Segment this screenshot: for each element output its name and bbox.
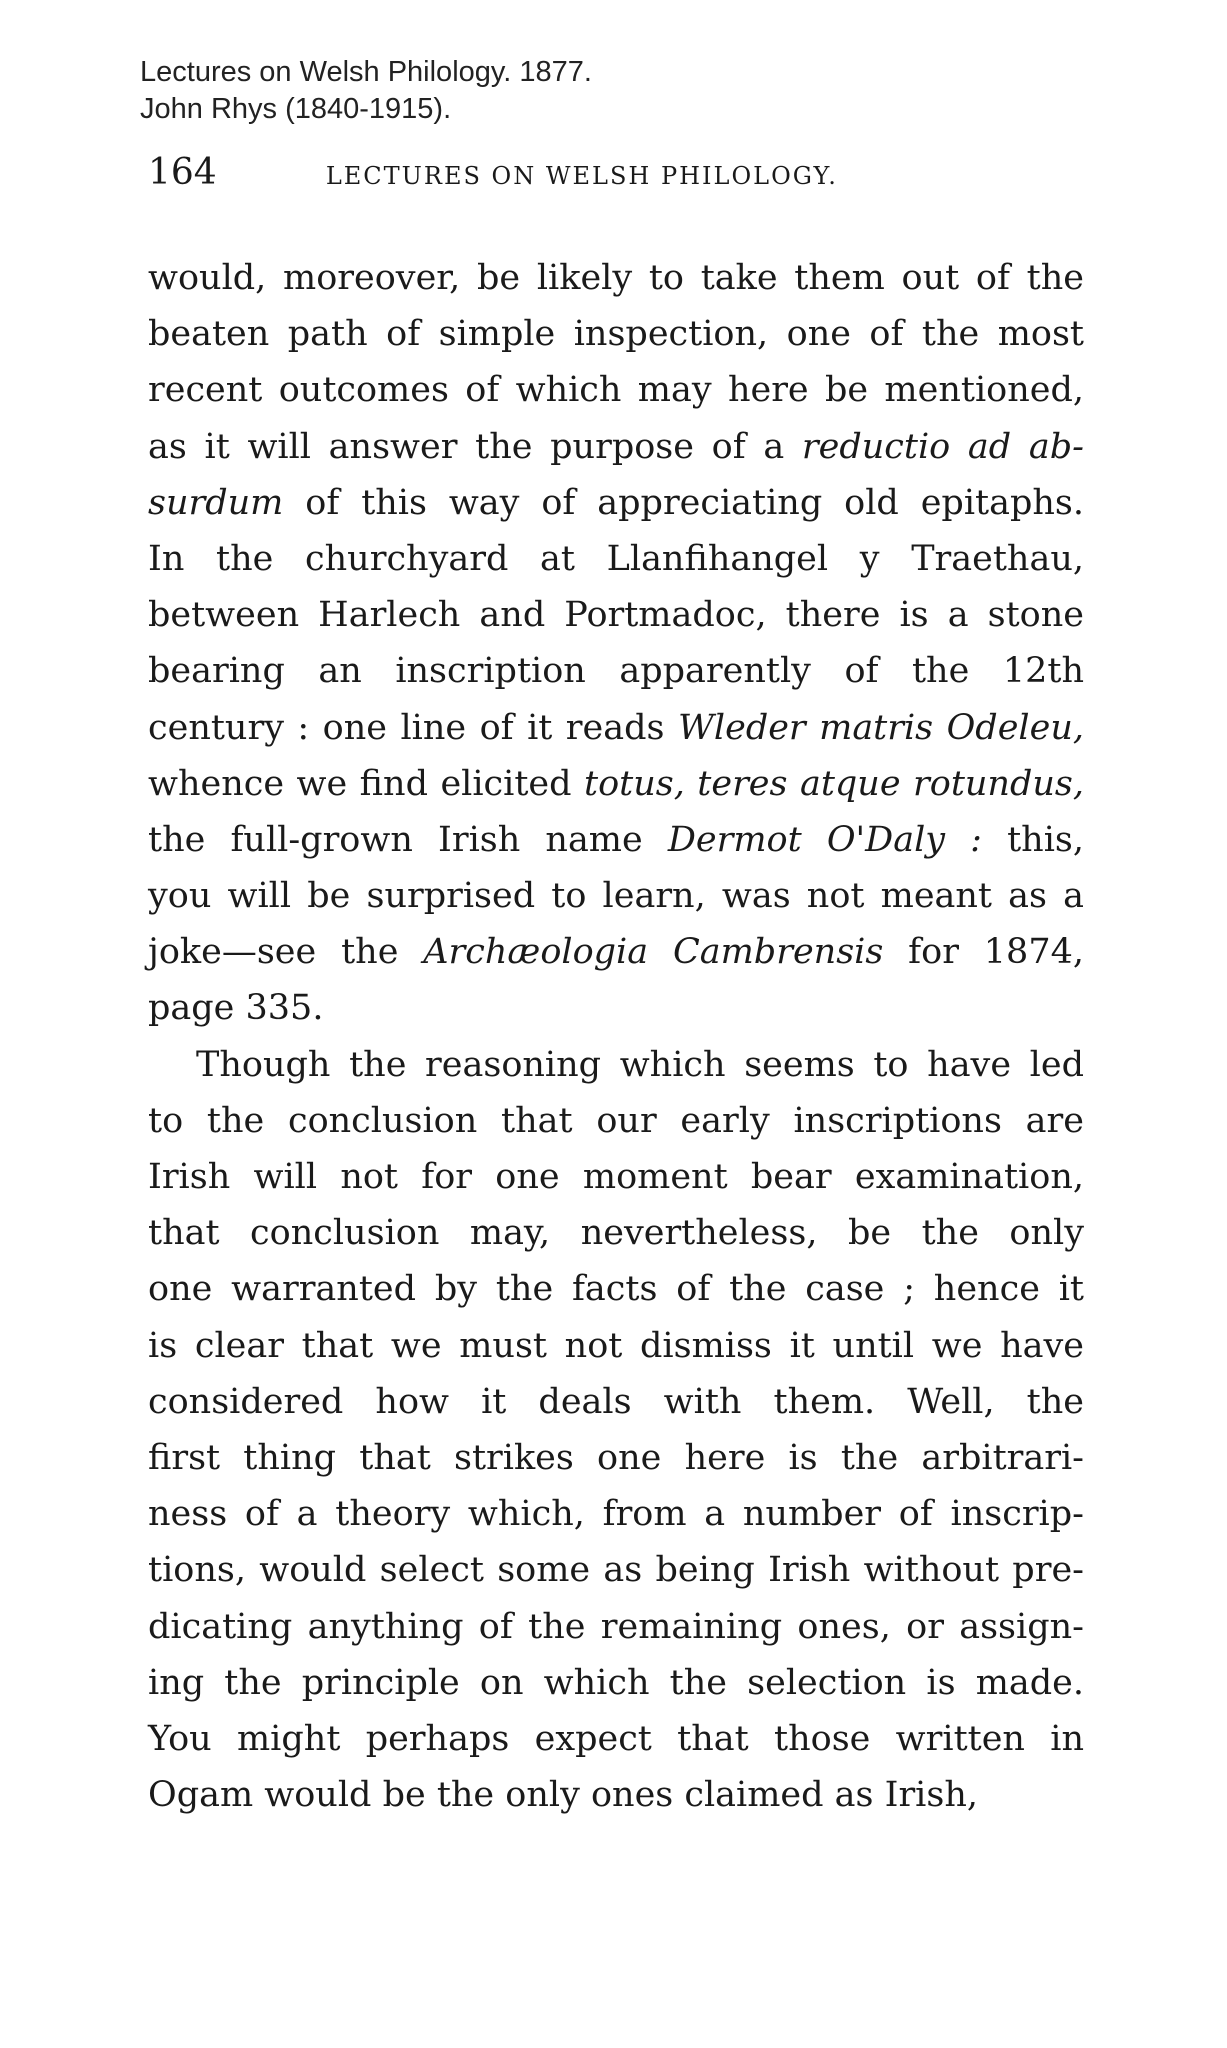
text-line bbox=[148, 924, 1084, 980]
source-title: Lectures on Welsh Philology. 1877. bbox=[140, 56, 592, 88]
source-header bbox=[140, 54, 592, 128]
text-segment: as it will answer the purpose of a bbox=[148, 426, 802, 467]
italic-text: reductio ad ab- bbox=[801, 426, 1084, 467]
text-segment: for 1874, bbox=[883, 932, 1084, 973]
text-line bbox=[148, 306, 1084, 362]
text-line bbox=[148, 1205, 1084, 1261]
source-author: John Rhys (1840-1915). bbox=[140, 93, 452, 125]
text-line bbox=[148, 756, 1084, 812]
text-line bbox=[148, 700, 1084, 756]
text-segment: one warranted by the facts of the case ; hence it bbox=[148, 1269, 1084, 1310]
text-line bbox=[148, 531, 1084, 587]
text-line bbox=[148, 1261, 1084, 1317]
italic-text: surdum bbox=[148, 482, 284, 523]
running-head bbox=[148, 152, 1098, 193]
text-line bbox=[148, 812, 1084, 868]
text-segment: that conclusion may, nevertheless, be the only bbox=[148, 1213, 1084, 1254]
text-segment: this, bbox=[981, 819, 1084, 860]
text-line bbox=[148, 1655, 1084, 1711]
text-segment: Though the reasoning which seems to have led bbox=[196, 1044, 1084, 1085]
text-line bbox=[148, 1374, 1084, 1430]
body-text bbox=[148, 250, 1084, 1823]
text-segment: you will be surprised to learn, was not meant as a bbox=[148, 876, 1084, 917]
text-segment: first thing that strikes one here is the arbitrari- bbox=[148, 1437, 1084, 1478]
italic-text: Wleder matris Odeleu, bbox=[677, 707, 1084, 748]
text-line bbox=[148, 980, 1084, 1036]
text-line bbox=[148, 1149, 1084, 1205]
text-segment: beaten path of simple inspection, one of the most bbox=[148, 314, 1084, 355]
text-segment: bearing an inscription apparently of the 12th bbox=[148, 651, 1084, 692]
text-line bbox=[148, 362, 1084, 418]
text-segment: joke—see the bbox=[148, 932, 424, 973]
text-segment: page 335. bbox=[148, 988, 324, 1029]
text-line bbox=[148, 1318, 1084, 1374]
text-segment: Irish will not for one moment bear examination, bbox=[148, 1157, 1084, 1197]
page-number: 164 bbox=[148, 152, 217, 193]
text-line bbox=[148, 475, 1084, 531]
italic-text: totus, teres atque rotundus, bbox=[584, 763, 1084, 804]
text-segment: In the churchyard at Llanfihangel y Traethau, bbox=[148, 538, 1084, 579]
text-segment: ness of a theory which, from a number of inscrip- bbox=[148, 1494, 1084, 1535]
text-line bbox=[148, 1767, 1084, 1823]
text-line bbox=[148, 1093, 1084, 1149]
text-line bbox=[148, 1037, 1084, 1093]
text-segment: Ogam would be the only ones claimed as Irish, bbox=[148, 1775, 979, 1816]
paragraph bbox=[148, 250, 1084, 1037]
text-segment: You might perhaps expect that those written in bbox=[148, 1718, 1084, 1759]
text-segment: the full-grown Irish name bbox=[148, 819, 668, 860]
running-head-title: LECTURES ON WELSH PHILOLOGY. bbox=[325, 162, 838, 190]
text-line bbox=[148, 868, 1084, 924]
text-segment: of this way of appreciating old epitaphs. bbox=[283, 482, 1084, 523]
text-segment: to the conclusion that our early inscriptions are bbox=[148, 1100, 1084, 1141]
text-line bbox=[148, 643, 1084, 699]
text-line bbox=[148, 1430, 1084, 1486]
text-segment: tions, would select some as being Irish without pre- bbox=[148, 1550, 1084, 1591]
paragraph bbox=[148, 1037, 1084, 1824]
text-segment: would, moreover, be likely to take them out of the bbox=[148, 258, 1084, 298]
text-segment: is clear that we must not dismiss it until we have bbox=[148, 1325, 1084, 1366]
text-line bbox=[148, 419, 1084, 475]
text-segment: dicating anything of the remaining ones, or assign- bbox=[148, 1606, 1084, 1647]
text-line bbox=[148, 1711, 1084, 1767]
text-segment: whence we find elicited bbox=[148, 763, 584, 804]
text-segment: recent outcomes of which may here be mentioned, bbox=[148, 370, 1084, 411]
text-line bbox=[148, 587, 1084, 643]
text-segment: considered how it deals with them. Well, the bbox=[148, 1381, 1084, 1422]
italic-text: Dermot O'Daly : bbox=[667, 819, 982, 860]
text-line bbox=[148, 1542, 1084, 1598]
text-segment: century : one line of it reads bbox=[148, 707, 678, 748]
text-segment: ing the principle on which the selection is made. bbox=[148, 1662, 1084, 1703]
text-line bbox=[148, 250, 1084, 306]
text-segment: between Harlech and Portmadoc, there is a stone bbox=[148, 595, 1084, 636]
text-line bbox=[148, 1486, 1084, 1542]
text-line bbox=[148, 1599, 1084, 1655]
italic-text: Archæologia Cambrensis bbox=[423, 932, 884, 973]
